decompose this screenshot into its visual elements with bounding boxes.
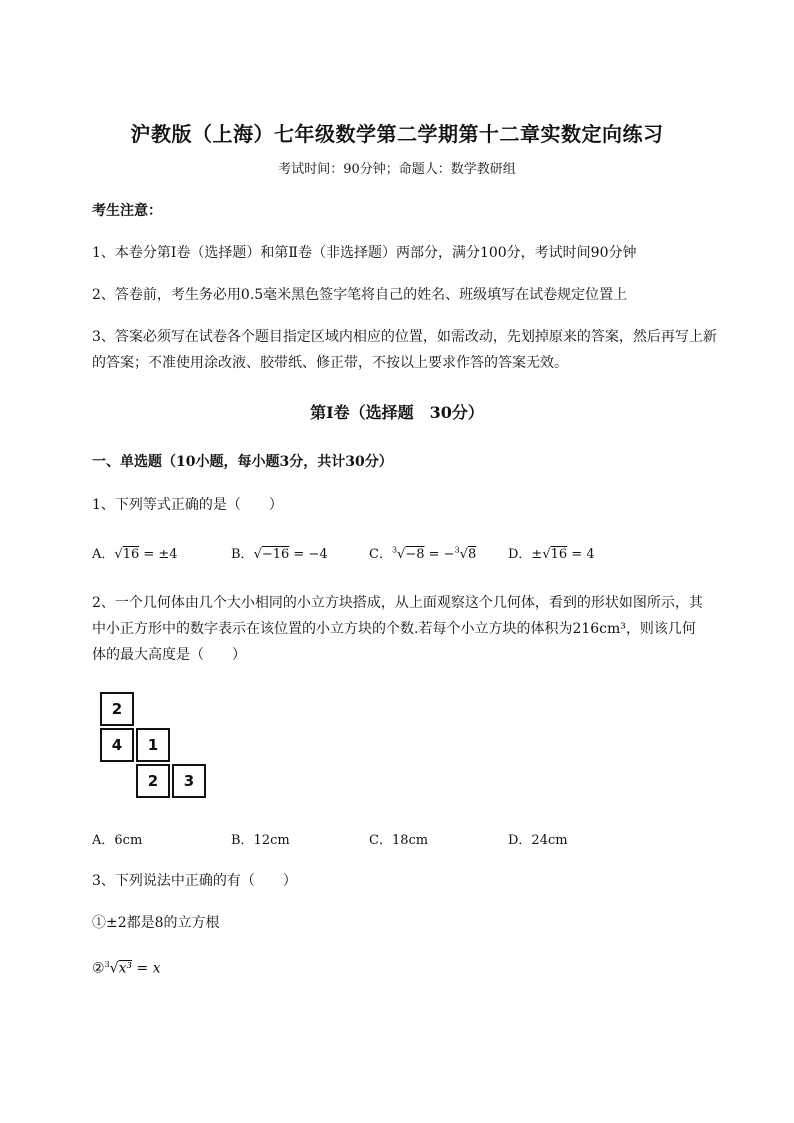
q3-statement-1: ①±2都是8的立方根: [92, 915, 220, 931]
q1-option-d: D．±√16 = 4: [508, 547, 595, 562]
question-2-stem-line-1: 2、一个几何体由几个大小相同的小立方块搭成，从上面观察这个几何体，看到的形状如图所示，其: [92, 595, 703, 611]
q1-option-a: A．√16 = ±4: [92, 547, 178, 562]
notice-item-1: 1、本卷分第I卷（选择题）和第Ⅱ卷（非选择题）两部分，满分100分，考试时间90分钟: [92, 245, 637, 261]
question-3-stem: 3、下列说法中正确的有（ ）: [92, 873, 297, 889]
notice-item-3-line-2: 的答案；不准使用涂改液、胶带纸、修正带，不按以上要求作答的答案无效。: [92, 355, 568, 371]
q3-statement-2: ②$^3$√x³ = x: [92, 960, 161, 977]
grid-cell: 3: [172, 764, 206, 798]
grid-cell: 4: [100, 728, 134, 762]
q2-option-b: B．12cm: [231, 833, 290, 848]
top-view-grid-figure: [100, 692, 210, 802]
section-title: 第I卷（选择题 30分）: [310, 403, 484, 422]
grid-cell: 2: [136, 764, 170, 798]
q2-option-a: A．6cm: [92, 833, 143, 848]
grid-cell: 1: [136, 728, 170, 762]
q1-option-c: C．$^3$√−8 = −$^3$√8: [369, 545, 477, 562]
q1-option-b: B．√−16 = −4: [231, 547, 328, 562]
question-2-stem-line-3: 体的最大高度是（ ）: [92, 647, 246, 663]
grid-cell: 2: [100, 692, 134, 726]
page-title: 沪教版（上海）七年级数学第二学期第十二章实数定向练习: [130, 122, 664, 146]
notice-heading: 考生注意：: [92, 203, 162, 219]
question-2-stem-line-2: 中小正方形中的数字表示在该位置的小立方块的个数.若每个小立方块的体积为216cm³，则该几何: [92, 621, 696, 637]
notice-item-3-line-1: 3、答案必须写在试卷各个题目指定区域内相应的位置，如需改动，先划掉原来的答案，然后再写上新: [92, 329, 717, 345]
question-1-stem: 1、下列等式正确的是（ ）: [92, 497, 283, 513]
notice-item-2: 2、答卷前，考生务必用0.5毫米黑色签字笔将自己的姓名、班级填写在试卷规定位置上: [92, 287, 628, 303]
part-heading: 一、单选题（10小题，每小题3分，共计30分）: [92, 454, 393, 470]
exam-info: 考试时间：90分钟；命题人：数学教研组: [278, 162, 516, 177]
q2-option-c: C．18cm: [369, 833, 429, 848]
q2-option-d: D．24cm: [508, 833, 568, 848]
